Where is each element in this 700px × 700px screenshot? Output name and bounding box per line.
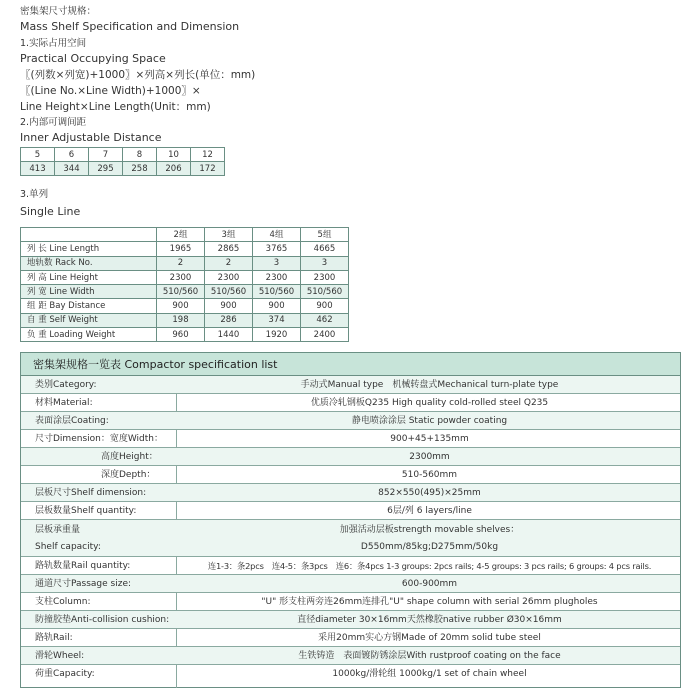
table-cell: 2300 xyxy=(205,270,253,284)
spec-value: 2300mm xyxy=(409,452,450,462)
table-cell: 12 xyxy=(191,148,225,162)
section2-heading-zh: 2.内部可调间距 xyxy=(20,117,87,128)
spec-row-depth xyxy=(21,466,680,484)
spec-label: 深度Depth： xyxy=(101,470,156,480)
spec-row-cushion xyxy=(21,611,680,629)
section2-heading-en: Inner Adjustable Distance xyxy=(20,131,162,144)
table-cell: 2300 xyxy=(157,270,205,284)
table-row xyxy=(21,313,349,327)
spec-row-height xyxy=(21,448,680,466)
row-label: 自 重 Self Weight xyxy=(21,313,157,327)
table-header-row xyxy=(21,228,349,242)
table-cell: 8 xyxy=(123,148,157,162)
spec-row-material xyxy=(21,394,680,412)
table-row xyxy=(21,242,349,256)
table-row xyxy=(21,328,349,342)
table-cell: 900 xyxy=(253,299,301,313)
inner-distance-table xyxy=(20,147,225,176)
spec-row-shelf-dimension xyxy=(21,484,680,502)
row-label: 组 距 Bay Distance xyxy=(21,299,157,313)
doc-title-zh: 密集架尺寸规格： xyxy=(20,6,97,17)
section1-formula-en-2: Line Height×Line Length(Unit：mm) xyxy=(20,101,211,113)
row-label: 列 宽 Line Width xyxy=(21,285,157,299)
table-cell: 900 xyxy=(301,299,349,313)
spec-label: 尺寸Dimension：宽度Width： xyxy=(35,434,163,444)
table-row xyxy=(21,285,349,299)
table-row xyxy=(21,270,349,284)
spec-label: 路轨Rail: xyxy=(35,633,73,643)
spec-row-rail xyxy=(21,629,680,647)
spec-value: 6层/列 6 layers/line xyxy=(387,506,472,516)
spec-row-passage-size xyxy=(21,575,680,593)
spec-value: 852×550(495)×25mm xyxy=(378,488,481,498)
spec-value: 生铁铸造 表面镀防锈涂层With rustproof coating on the face xyxy=(298,651,561,661)
spec-label: 荷重Capacity: xyxy=(35,669,95,679)
table-header-cell: 2组 xyxy=(157,228,205,242)
spec-value: D550mm/85kg;D275mm/50kg xyxy=(360,542,499,552)
table-cell: 1440 xyxy=(205,328,253,342)
spec-value: 直径diameter 30×16mm天然橡胶native rubber Ø30×16mm xyxy=(297,615,562,625)
row-label: 负 重 Loading Weight xyxy=(21,328,157,342)
table-cell: 2400 xyxy=(301,328,349,342)
spec-label: 层板数量Shelf quantity: xyxy=(35,506,137,516)
table-cell: 510/560 xyxy=(301,285,349,299)
spec-row-category xyxy=(21,376,680,394)
table-cell: 3 xyxy=(301,256,349,270)
spec-value: 510-560mm xyxy=(401,470,458,480)
spec-row-shelf-capacity xyxy=(21,520,680,557)
spec-label: 滑轮Wheel: xyxy=(35,651,85,661)
spec-row-shelf-quantity xyxy=(21,502,680,520)
row-label: 列 长 Line Length xyxy=(21,242,157,256)
table-cell: 295 xyxy=(89,162,123,176)
table-cell: 4665 xyxy=(301,242,349,256)
table-row xyxy=(21,256,349,270)
compactor-spec-list xyxy=(20,352,681,688)
section3-heading-en: Single Line xyxy=(20,205,81,218)
spec-value: 连1-3：条2pcs 连4-5：条3pcs 连6：条4pcs 1-3 groups: 2pcs rails; 4-5 groups: 3 pcs rails; 6 groups: 4 pcs rails. xyxy=(207,561,652,571)
table-cell: 900 xyxy=(205,299,253,313)
table-cell: 3765 xyxy=(253,242,301,256)
spec-label: 路轨数量Rail quantity: xyxy=(35,561,131,571)
spec-label: 通道尺寸Passage size: xyxy=(35,579,132,589)
single-line-table xyxy=(20,227,349,342)
section1-heading-zh: 1.实际占用空间 xyxy=(20,38,87,49)
table-row xyxy=(21,148,225,162)
table-cell: 374 xyxy=(253,313,301,327)
spec-value: 1000kg/滑轮组 1000kg/1 set of chain wheel xyxy=(332,669,527,679)
table-cell: 2300 xyxy=(301,270,349,284)
table-cell: 2 xyxy=(205,256,253,270)
table-cell: 462 xyxy=(301,313,349,327)
table-cell: 286 xyxy=(205,313,253,327)
table-cell: 206 xyxy=(157,162,191,176)
table-row xyxy=(21,299,349,313)
table-cell: 258 xyxy=(123,162,157,176)
row-label: 列 高 Line Height xyxy=(21,270,157,284)
table-cell: 413 xyxy=(21,162,55,176)
spec-label: 材料Material: xyxy=(35,398,93,408)
table-header-cell: 3组 xyxy=(205,228,253,242)
spec-label: 支柱Column: xyxy=(35,597,91,607)
spec-label: 层板尺寸Shelf dimension: xyxy=(35,488,147,498)
table-cell: 510/560 xyxy=(205,285,253,299)
spec-rows xyxy=(21,376,680,683)
spec-label: Shelf capacity: xyxy=(35,542,101,552)
spec-row-capacity xyxy=(21,665,680,683)
table-cell: 1965 xyxy=(157,242,205,256)
spec-label: 高度Height： xyxy=(101,452,158,462)
spec-value: 手动式Manual type 机械转盘式Mechanical turn-plate type xyxy=(300,380,559,390)
row-label: 地轨数 Rack No. xyxy=(21,256,157,270)
spec-value: 600-900mm xyxy=(401,579,458,589)
table-cell: 510/560 xyxy=(253,285,301,299)
table-cell: 172 xyxy=(191,162,225,176)
spec-list-title: 密集架规格一览表 Compactor specification list xyxy=(21,353,680,376)
spec-row-width xyxy=(21,430,680,448)
spec-row-rail-quantity xyxy=(21,557,680,575)
table-cell: 2300 xyxy=(253,270,301,284)
spec-value: 900+45+135mm xyxy=(390,434,469,444)
spec-value: 静电喷涂涂层 Static powder coating xyxy=(351,416,508,426)
section1-formula-en-1: 〖(Line No.×Line Width)+1000〗× xyxy=(20,85,201,97)
spec-row-coating xyxy=(21,412,680,430)
table-cell: 1920 xyxy=(253,328,301,342)
table-cell: 6 xyxy=(55,148,89,162)
spec-row-wheel xyxy=(21,647,680,665)
section1-heading-en: Practical Occupying Space xyxy=(20,52,166,65)
table-cell: 900 xyxy=(157,299,205,313)
spec-value: 采用20mm实心方钢Made of 20mm solid tube steel xyxy=(318,633,541,643)
spec-value: "U" 形支柱两旁连26mm连排孔"U" shape column with serial 26mm plugholes xyxy=(261,597,598,607)
section1-formula-zh: 〖(列数×列宽)+1000〗×列高×列长(单位：mm) xyxy=(20,69,256,81)
table-cell: 344 xyxy=(55,162,89,176)
table-cell: 510/560 xyxy=(157,285,205,299)
table-cell: 5 xyxy=(21,148,55,162)
spec-label: 层板承重量 xyxy=(35,525,81,535)
table-cell: 960 xyxy=(157,328,205,342)
spec-label: 类别Category: xyxy=(35,380,97,390)
table-cell: 2865 xyxy=(205,242,253,256)
doc-title-en: Mass Shelf Specification and Dimension xyxy=(20,20,240,33)
table-cell: 7 xyxy=(89,148,123,162)
table-cell: 198 xyxy=(157,313,205,327)
table-cell: 10 xyxy=(157,148,191,162)
table-header-cell: 5组 xyxy=(301,228,349,242)
section3-heading-zh: 3.单列 xyxy=(20,189,49,200)
table-header-cell: 4组 xyxy=(253,228,301,242)
table-cell: 2 xyxy=(157,256,205,270)
spec-label: 表面涂层Coating: xyxy=(35,416,109,426)
table-header-cell xyxy=(21,228,157,242)
spec-label: 防撞胶垫Anti-collision cushion: xyxy=(35,615,170,625)
table-cell: 3 xyxy=(253,256,301,270)
spec-value: 优质冷轧钢板Q235 High quality cold-rolled steel Q235 xyxy=(310,398,549,408)
spec-value: 加强活动层板strength movable shelves： xyxy=(339,525,520,535)
spec-row-column xyxy=(21,593,680,611)
table-row xyxy=(21,162,225,176)
